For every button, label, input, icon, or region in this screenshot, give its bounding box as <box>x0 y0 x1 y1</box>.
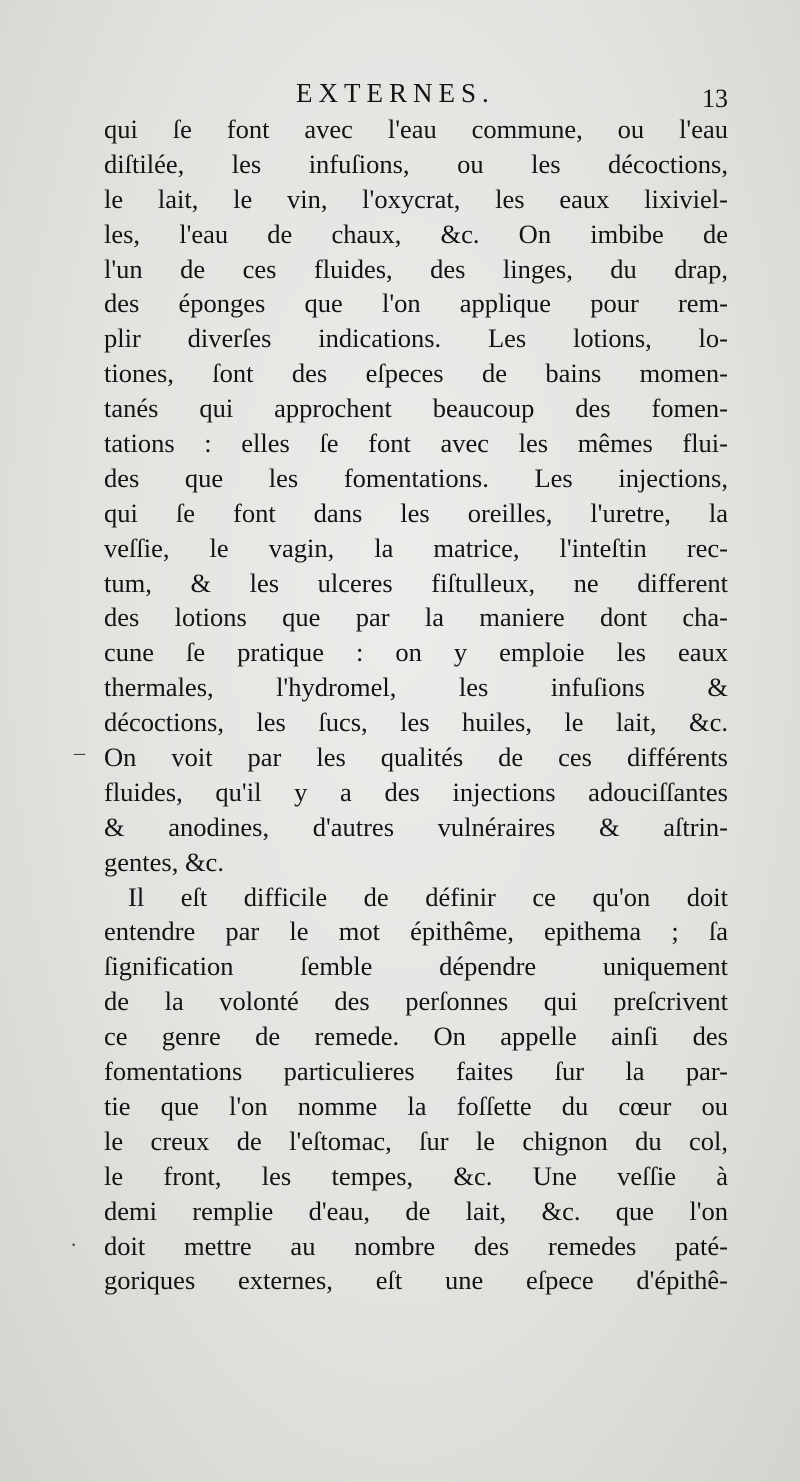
text-line: fomentations particulieres faites ſur la par- <box>104 1056 728 1087</box>
text-line: le creux de l'eſtomac, ſur le chignon du col, <box>104 1125 728 1156</box>
text-line: de la volonté des perſonnes qui preſcrivent <box>104 986 728 1017</box>
text-line: plir diverſes indications. Les lotions, lo- <box>104 323 728 354</box>
body-text <box>104 112 728 1298</box>
text-line: le front, les tempes, &c. Une veſſie à <box>104 1160 728 1191</box>
text-line: des que les fomentations. Les injections, <box>104 462 728 493</box>
text-line: des lotions que par la maniere dont cha- <box>104 602 728 633</box>
text-line: des éponges que l'on applique pour rem- <box>104 288 728 319</box>
text-line: tiones, ſont des eſpeces de bains momen- <box>104 358 728 389</box>
text-line: veſſie, le vagin, la matrice, l'inteſtin rec- <box>104 532 728 563</box>
text-line: doit mettre au nombre des remedes paté- <box>104 1230 728 1261</box>
page-header <box>100 78 728 116</box>
text-line: cune ſe pratique : on y emploie les eaux <box>104 637 728 668</box>
text-line: ſignification ſemble dépendre uniquement <box>104 951 728 982</box>
text-line: & anodines, d'autres vulnéraires & aſtrin- <box>104 811 728 842</box>
margin-mark: · <box>70 1232 78 1257</box>
text-line: ce genre de remede. On appelle ainſi des <box>104 1021 728 1052</box>
text-line: tanés qui approchent beaucoup des fomen- <box>104 393 728 424</box>
margin-mark: _ <box>74 732 85 757</box>
text-line: goriques externes, eſt une eſpece d'épithê- <box>104 1265 728 1296</box>
text-line: Il eſt difficile de définir ce qu'on doit <box>128 881 728 912</box>
text-line: tum, & les ulceres fiſtulleux, ne different <box>104 567 728 598</box>
text-line: diſtilée, les infuſions, ou les décoctions, <box>104 148 728 179</box>
text-line: entendre par le mot épithême, epithema ; ſa <box>104 916 728 947</box>
text-line: tie que l'on nomme la foſſette du cœur ou <box>104 1090 728 1121</box>
text-line: les, l'eau de chaux, &c. On imbibe de <box>104 218 728 249</box>
text-line: l'un de ces fluides, des linges, du drap, <box>104 253 728 284</box>
text-line: demi remplie d'eau, de lait, &c. que l'on <box>104 1195 728 1226</box>
running-title: EXTERNES. <box>296 78 495 108</box>
text-line: décoctions, les ſucs, les huiles, le lait, &c. <box>104 707 728 738</box>
text-line: thermales, l'hydromel, les infuſions & <box>104 672 728 703</box>
text-line: On voit par les qualités de ces différents <box>104 742 728 773</box>
text-line: le lait, le vin, l'oxycrat, les eaux lixiviel- <box>104 183 728 214</box>
text-line: qui ſe font avec l'eau commune, ou l'eau <box>104 114 728 144</box>
text-line: qui ſe font dans les oreilles, l'uretre, la <box>104 497 728 528</box>
text-line: tations : elles ſe font avec les mêmes flui- <box>104 428 728 459</box>
page-number: 13 <box>702 84 728 113</box>
text-line: fluides, qu'il y a des injections adouciſſantes <box>104 776 728 807</box>
text-line: gentes, &c. <box>104 846 224 877</box>
